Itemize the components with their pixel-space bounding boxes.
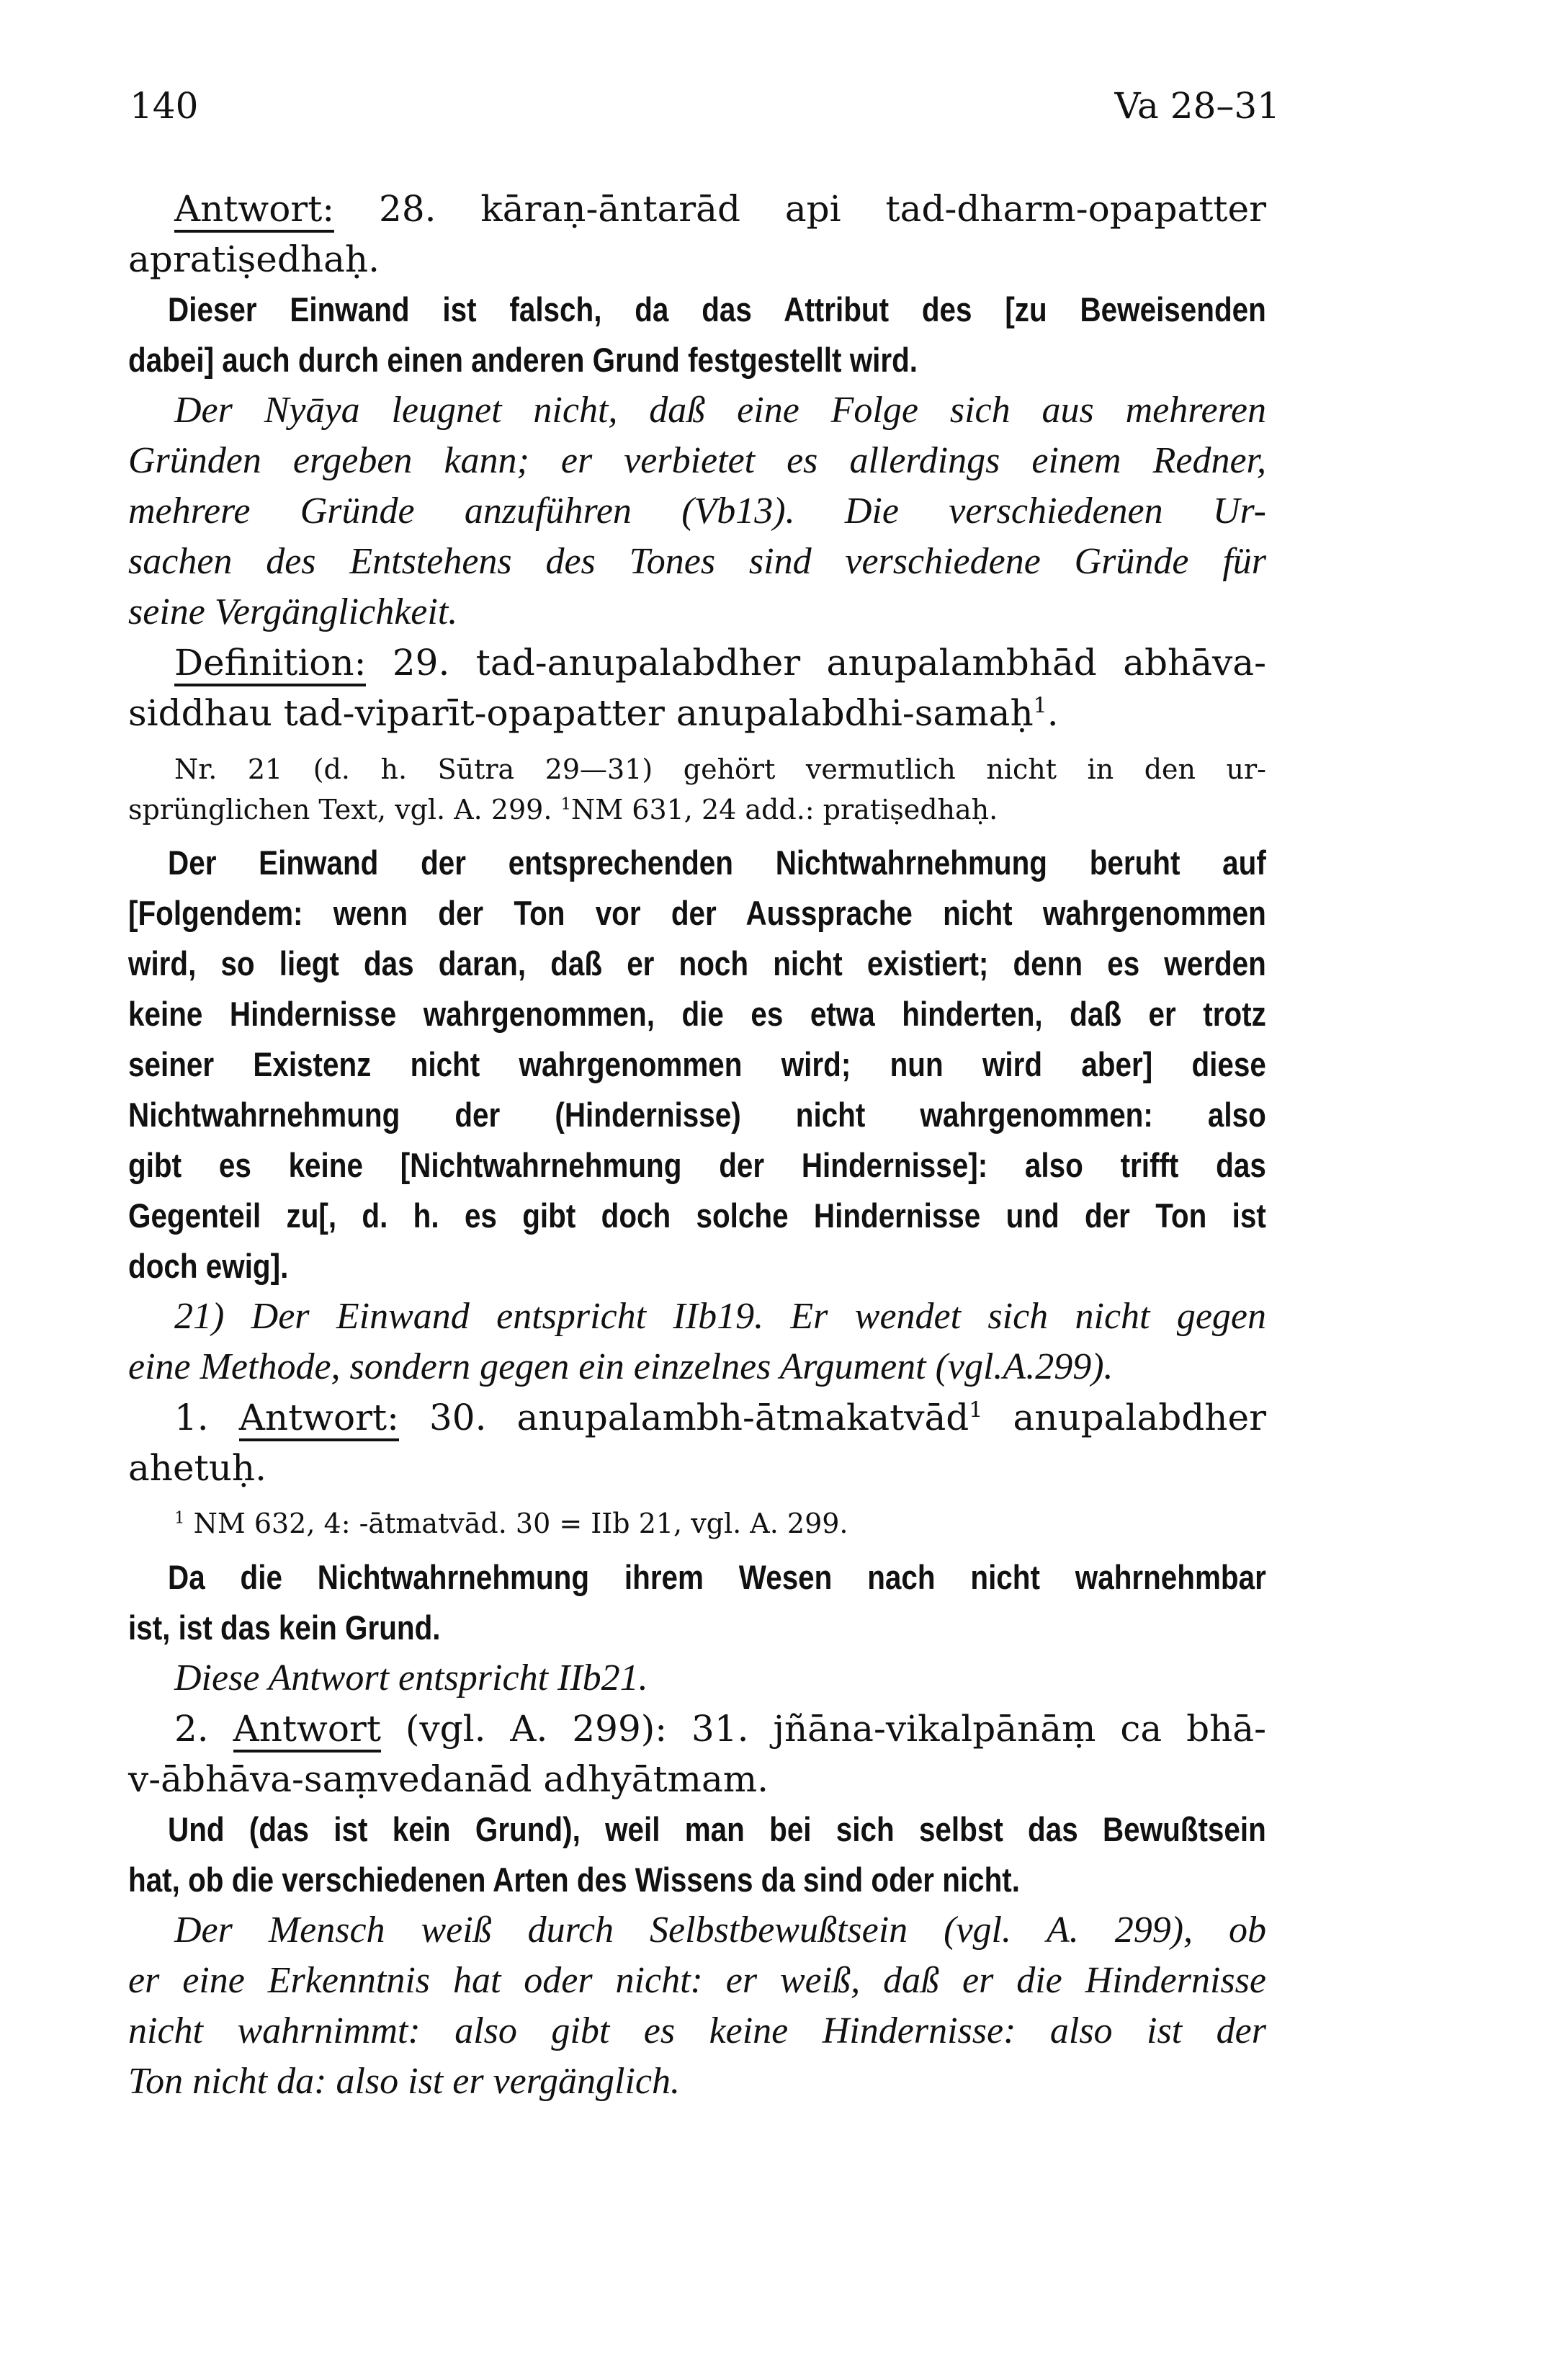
sutra-28-line-1: Antwort: 28. kāraṇ-āntarād api tad-dharm-opapatter [128,184,1266,234]
sutra-28-translation: Dieser Einwand ist falsch, da das Attribut des [zu Beweisenden dabei] auch durch einen anderen Grund festgestellt wird. [128,290,1266,379]
sutra-29-text [128,637,1266,738]
sutra-30-commentary: Diese Antwort entspricht IIb21. [174,1657,648,1698]
sutra-30-line-1: 1. Antwort: 30. anupalambh-ātmakatvād$^1$ anupalabdher [128,1392,1266,1443]
sutra-30-line-2: ahetuḥ. [128,1447,266,1489]
section-reference: Va 28–31 [1114,85,1280,127]
sutra-30-text [128,1392,1266,1493]
definition-label: Definition: [174,642,366,686]
sutra-28-commentary: Der Nyāya leugnet nicht, daß eine Folge sich aus mehreren Gründen ergeben kann; er verbietet es allerdings einem Redner, mehrere Gründe anzuführen (Vb13). Die verschiedenen Ur- sachen des Entstehens des Tones sind verschiedene Gründe für seine Vergänglichkeit. [128,390,1266,632]
sutra-29-line-1: Definition: 29. tad-anupalabdher anupalambhād abhāva- [128,637,1266,688]
sutra-31-line-2: v-ābhāva-saṃvedanād adhyātmam. [128,1758,769,1800]
sutra-30-translation: Da die Nichtwahrnehmung ihrem Wesen nach nicht wahrnehmbar ist, ist das kein Grund. [128,1558,1266,1647]
answer-label: Antwort: [239,1397,399,1441]
answer-label: Antwort [233,1708,381,1753]
sutra-29-commentary: 21) Der Einwand entspricht IIb19. Er wendet sich nicht gegen eine Methode, sondern gegen ein einzelnes Argument (vgl.A.299). [128,1296,1266,1387]
sutra-29-line-2: siddhau tad-viparīt-opapatter anupalabdhi-samaḥ$^1$. [128,692,1059,734]
sutra-29-footnote: Nr. 21 (d. h. Sūtra 29—31) gehört vermutlich nicht in den ur- sprünglichen Text, vgl. A. 299. $^1$NM 631, 24 add.: pratiṣedhaḥ. [128,753,1266,825]
sutra-28-line-2: apratiṣedhaḥ. [128,238,380,280]
page-number: 140 [130,85,199,127]
sutra-30-footnote: $^1$ NM 632, 4: -ātmatvād. 30 = IIb 21, vgl. A. 299. [174,1508,848,1539]
answer-label: Antwort: [174,188,334,233]
sutra-31-line-1: 2. Antwort (vgl. A. 299): 31. jñāna-vikalpānāṃ ca bhā- [128,1704,1266,1754]
sutra-31-translation: Und (das ist kein Grund), weil man bei sich selbst das Bewußtsein hat, ob die verschiedenen Arten des Wissens da sind oder nicht. [128,1810,1266,1899]
sutra-28-text [128,184,1266,285]
sutra-31-commentary: Der Mensch weiß durch Selbstbewußtsein (vgl. A. 299), ob er eine Erkenntnis hat oder nicht: er weiß, daß er die Hindernisse nicht wahrnimmt: also gibt es keine Hindernisse: also ist der Ton nicht da: also ist er vergänglich. [128,1910,1266,2102]
sutra-29-translation: Der Einwand der entsprechenden Nichtwahrnehmung beruht auf [Folgendem: wenn der Ton vor der Aussprache nicht wahrgenommen wird, so liegt das daran, daß er noch nicht existiert; denn es werden keine Hindernisse wahrgenommen, die es etwa hinderten, daß er trotz seiner Existenz nicht wahrgenommen wird; nun wird aber] diese Nichtwahrnehmung der (Hindernisse) nicht wahrgenommen: also gibt es keine [Nichtwahrnehmung der Hindernisse]: also trifft das Gegenteil zu[, d. h. es gibt doch solche Hindernisse und der Ton ist doch ewig]. [128,843,1266,1285]
sutra-31-text [128,1704,1266,1804]
